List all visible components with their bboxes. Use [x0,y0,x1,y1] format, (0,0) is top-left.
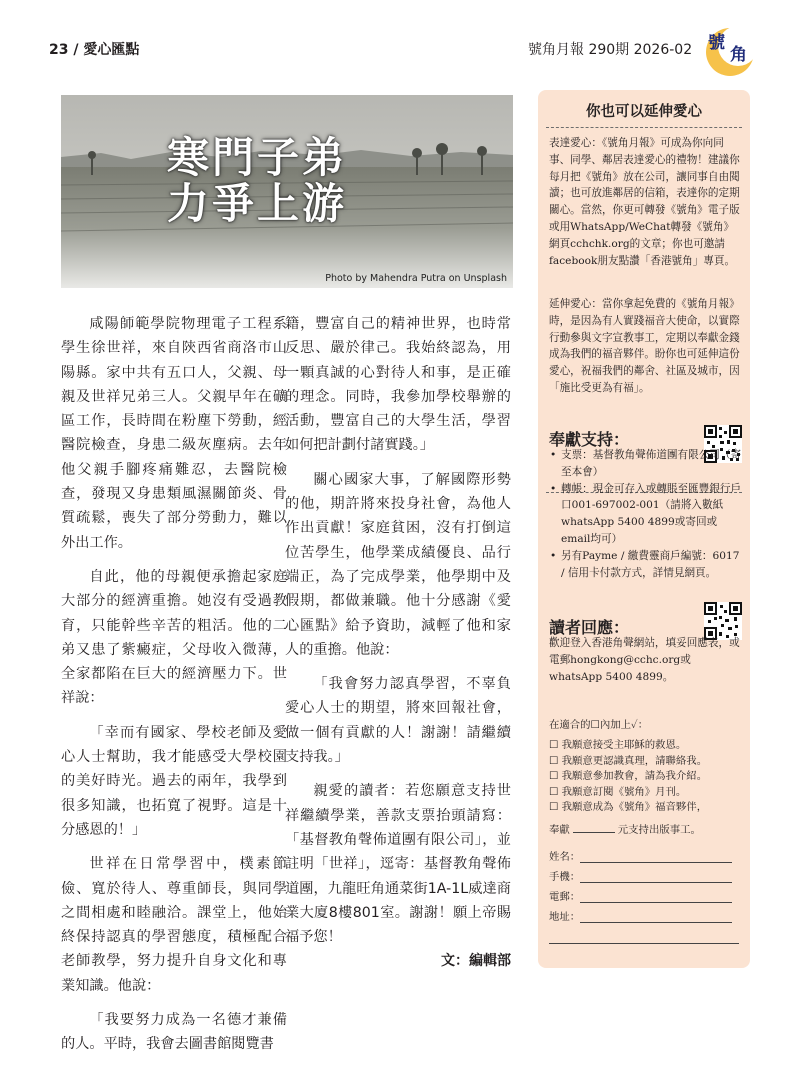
article-hero-photo [61,95,513,288]
title-line-1: 寒門子弟 [166,133,347,182]
paragraph: 自此，他的母親便承擔起家庭大部分的經濟重擔。她沒有受過教育，只能幹些辛苦的粗活。他的二弟又患了紫癜症，父母收入微薄，全家都陷在巨大的經濟壓力下。世祥說： [61,568,287,707]
checkbox-option[interactable]: ☐ 我願意更認識真理，請聯絡我。 [549,754,708,767]
express-love-text: 表達愛心：《號角月報》可成為你向同事、同學、鄰居表達愛心的禮物！建議你每月把《號角》放在公司，讓同事自由閱讀；也可放進鄰居的信箱，表達你的定期關心。當然，你更可轉發《號角》電子版或用WhatsApp/WeChat轉發《號角》網頁cchchk.org的文章；你也可邀請facebook朋友點讚「香港號角」專頁。 [549,137,740,267]
article-column-1 [61,312,287,1067]
email-label: 電郵： [549,891,581,903]
checklist [549,738,707,816]
article-title [61,135,513,227]
donate-item: • 支票：基督教角聲佈道團有限公司（寄至本會） [549,447,743,481]
address-line-2[interactable] [549,943,739,944]
checkbox-option[interactable]: ☐ 我願意參加教會，請為我介紹。 [549,770,708,782]
address-label: 地址： [549,911,581,923]
name-label: 姓名： [549,851,581,863]
paragraph: 世祥在日常學習中，樸素節儉、寬於待人、尊重師長，與同學之間相處和睦融洽。課堂上，他始終保持認真的學習態度，積極配合老師教學，努力提升自身文化和專業知識。他說： [61,856,287,994]
email-field[interactable] [549,888,739,903]
donate-amount-line [549,823,701,839]
byline: 文：編輯部 [441,953,511,969]
quote-paragraph: 「我要努力成為一名德才兼備的人。平時，我會去圖書館閱覽書 [61,1012,287,1053]
quote-paragraph: 「我會努力認真學習，不辜負愛心人士的期望，將來回報社會，做一個有貢獻的人！謝謝！請繼續支持我。」 [285,676,511,766]
page-header-left: 23 / 愛心匯點 [49,42,140,58]
page-header-right: 號角月報 290期 2026-02 [528,42,693,58]
sidebar-panel [538,90,750,968]
extend-love-text: 延伸愛心：當你拿起免費的《號角月報》時，是因為有人實踐福音大使命，以實際行動參與文字宣教事工，定期以奉獻金錢成為我們的福音夥伴。盼你也可延伸這份愛心，祝福我們的鄰舍、社區及城市，因「施比受更為有福」。 [549,298,740,394]
donate-list [549,447,743,581]
name-field[interactable] [549,848,739,863]
donate-amount-prefix: 奉獻 [549,824,570,836]
paragraph: 親愛的讀者：若您願意支持世祥繼續學業，善款支票抬頭請寫：「基督教角聲佈道團有限公司」，並註明「世祥」，逕寄：基督教角聲佈道團，九龍旺角通菜街1A-1L威達商業大廈8樓801室。謝謝！願上帝賜福予您！ [285,783,511,946]
paragraph: 咸陽師範學院物理電子工程系學生徐世祥，來自陝西省商洛市山陽縣。家中共有五口人，父親、母親及世祥兄弟三人。父親早年在礦區工作，長時間在粉塵下勞動，經醫院檢查，身患二級灰塵病。去年他父親手腳疼痛難忍，去醫院檢查，發現又身患類風濕關節炎、骨質疏鬆，喪失了部分勞動力，難以外出工作。 [61,316,287,551]
checkbox-option[interactable]: ☐ 我願意成為《號角》福音夥伴， [549,801,708,813]
checkbox-option[interactable]: ☐ 我願意訂閱《號角》月刊。 [549,785,687,798]
quote-paragraph: 「幸而有國家、學校老師及愛心人士幫助，我才能感受大學校園的美好時光。過去的兩年，我學到很多知識，也拓寬了視野。這是十分感恩的！」 [61,724,287,838]
phone-line[interactable] [580,882,732,883]
donate-amount-field[interactable] [573,832,615,833]
phone-field[interactable] [549,868,739,883]
donate-amount-suffix: 元支持出版事工。 [617,824,701,836]
reply-heading: 讀者回應： [549,618,630,637]
address-field-line-2[interactable] [549,932,739,944]
horn-logo [700,20,760,80]
checklist-intro: 在適合的☐內加上✓： [549,719,649,731]
divider [546,127,742,128]
donate-item: • 轉帳：現金可存入或轉賬至匯豐銀行戶口001-697002-001（請將入數紙whatsApp 5400 4899或寄回或email均可） [549,481,743,548]
phone-label: 手機： [549,871,581,883]
name-line[interactable] [580,862,732,863]
address-field[interactable] [549,908,739,923]
address-line[interactable] [580,922,732,923]
paragraph-continued: 籍，豐富自己的精神世界，也時常反思、嚴於律己。我始終認為，用一顆真誠的心對待人和事，是正確的理念。同時，我參加學校舉辦的活動，豐富自己的大學生活，學習如何把計劃付諸實踐。」 [285,316,511,454]
title-line-2: 力爭上游 [166,179,347,228]
article-column-2 [285,312,511,959]
paragraph: 關心國家大事，了解國際形勢的他，期許將來投身社會，為他人作出貢獻！家庭貧困，沒有打倒這位苦學生，他學業成績優良、品行端正，為了完成學業，他學期中及假期，都做兼職。他十分感謝《愛心匯點》給予資助，減輕了他和家人的重擔。他說： [285,471,511,658]
svg-text:角: 角 [730,45,747,65]
reply-text: 歡迎登入香港角聲網站，填妥回應表，或電郵hongkong@cchc.org或whatsApp 5400 4899。 [549,637,740,683]
checkbox-option[interactable]: ☐ 我願意接受主耶穌的救恩。 [549,739,687,751]
email-line[interactable] [580,902,732,903]
photo-credit: Photo by Mahendra Putra on Unsplash [325,273,507,284]
svg-text:號: 號 [708,33,725,53]
donate-item: • 另有Payme / 繳費靈商戶編號：6017 / 信用卡付款方式，詳情見網頁。 [549,548,743,582]
donate-heading: 奉獻支持： [549,430,630,449]
sidebar-title: 你也可以延伸愛心 [586,103,702,120]
